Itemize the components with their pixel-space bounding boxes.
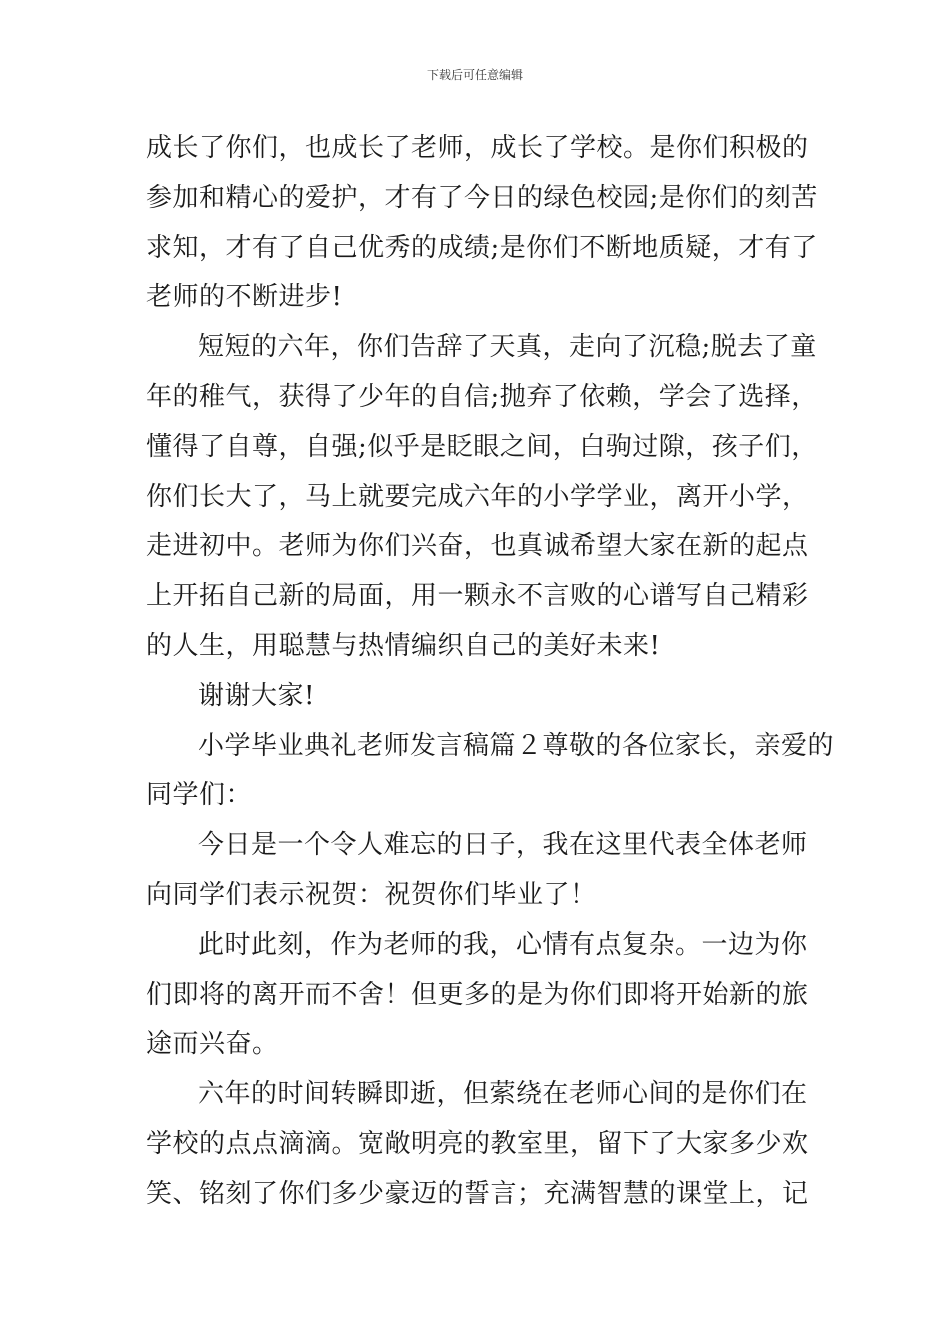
text-line: 走进初中。老师为你们兴奋，也真诚希望大家在新的起点 bbox=[146, 531, 809, 562]
text-line: 六年的时间转瞬即逝，但萦绕在老师心间的是你们在 bbox=[198, 1079, 808, 1110]
text-line: 上开拓自己新的局面，用一颗永不言败的心谱写自己精彩 bbox=[146, 581, 809, 612]
text-line: 今日是一个令人难忘的日子，我在这里代表全体老师 bbox=[198, 830, 808, 861]
text-line: 同学们： bbox=[146, 780, 253, 811]
text-line: 学校的点点滴滴。宽敞明亮的教室里，留下了大家多少欢 bbox=[146, 1128, 809, 1159]
text-line: 短短的六年，你们告辞了天真，走向了沉稳;脱去了童 bbox=[198, 332, 817, 363]
text-line: 笑、铭刻了你们多少豪迈的誓言；充满智慧的课堂上，记 bbox=[146, 1178, 809, 1209]
page-header: 下载后可任意编辑 bbox=[426, 68, 523, 82]
text-line: 们即将的离开而不舍！但更多的是为你们即将开始新的旅 bbox=[146, 979, 809, 1010]
text-line: 老师的不断进步! bbox=[146, 282, 343, 313]
text-line: 成长了你们，也成长了老师，成长了学校。是你们积极的 bbox=[146, 133, 809, 163]
text-line: 参加和精心的爱护，才有了今日的绿色校园;是你们的刻苦 bbox=[146, 182, 818, 213]
text-line: 你们长大了，马上就要完成六年的小学学业，离开小学， bbox=[146, 481, 809, 512]
text-line: 途而兴奋。 bbox=[146, 1029, 279, 1060]
text-line: 向同学们表示祝贺：祝贺你们毕业了！ bbox=[146, 879, 597, 910]
text-line: 求知，才有了自己优秀的成绩;是你们不断地质疑，才有了 bbox=[146, 232, 818, 263]
text-line: 此时此刻，作为老师的我，心情有点复杂。一边为你 bbox=[198, 929, 808, 960]
text-line: 小学毕业典礼老师发言稿篇２尊敬的各位家长，亲爱的 bbox=[198, 730, 835, 761]
text-line: 年的稚气，获得了少年的自信;抛弃了依赖，学会了选择， bbox=[146, 381, 818, 412]
document-body bbox=[146, 124, 835, 1220]
text-line: 的人生，用聪慧与热情编织自己的美好未来! bbox=[146, 630, 661, 661]
text-line: 谢谢大家! bbox=[198, 680, 315, 711]
text-line: 懂得了自尊，自强;似乎是眨眼之间，白驹过隙，孩子们， bbox=[146, 431, 818, 462]
